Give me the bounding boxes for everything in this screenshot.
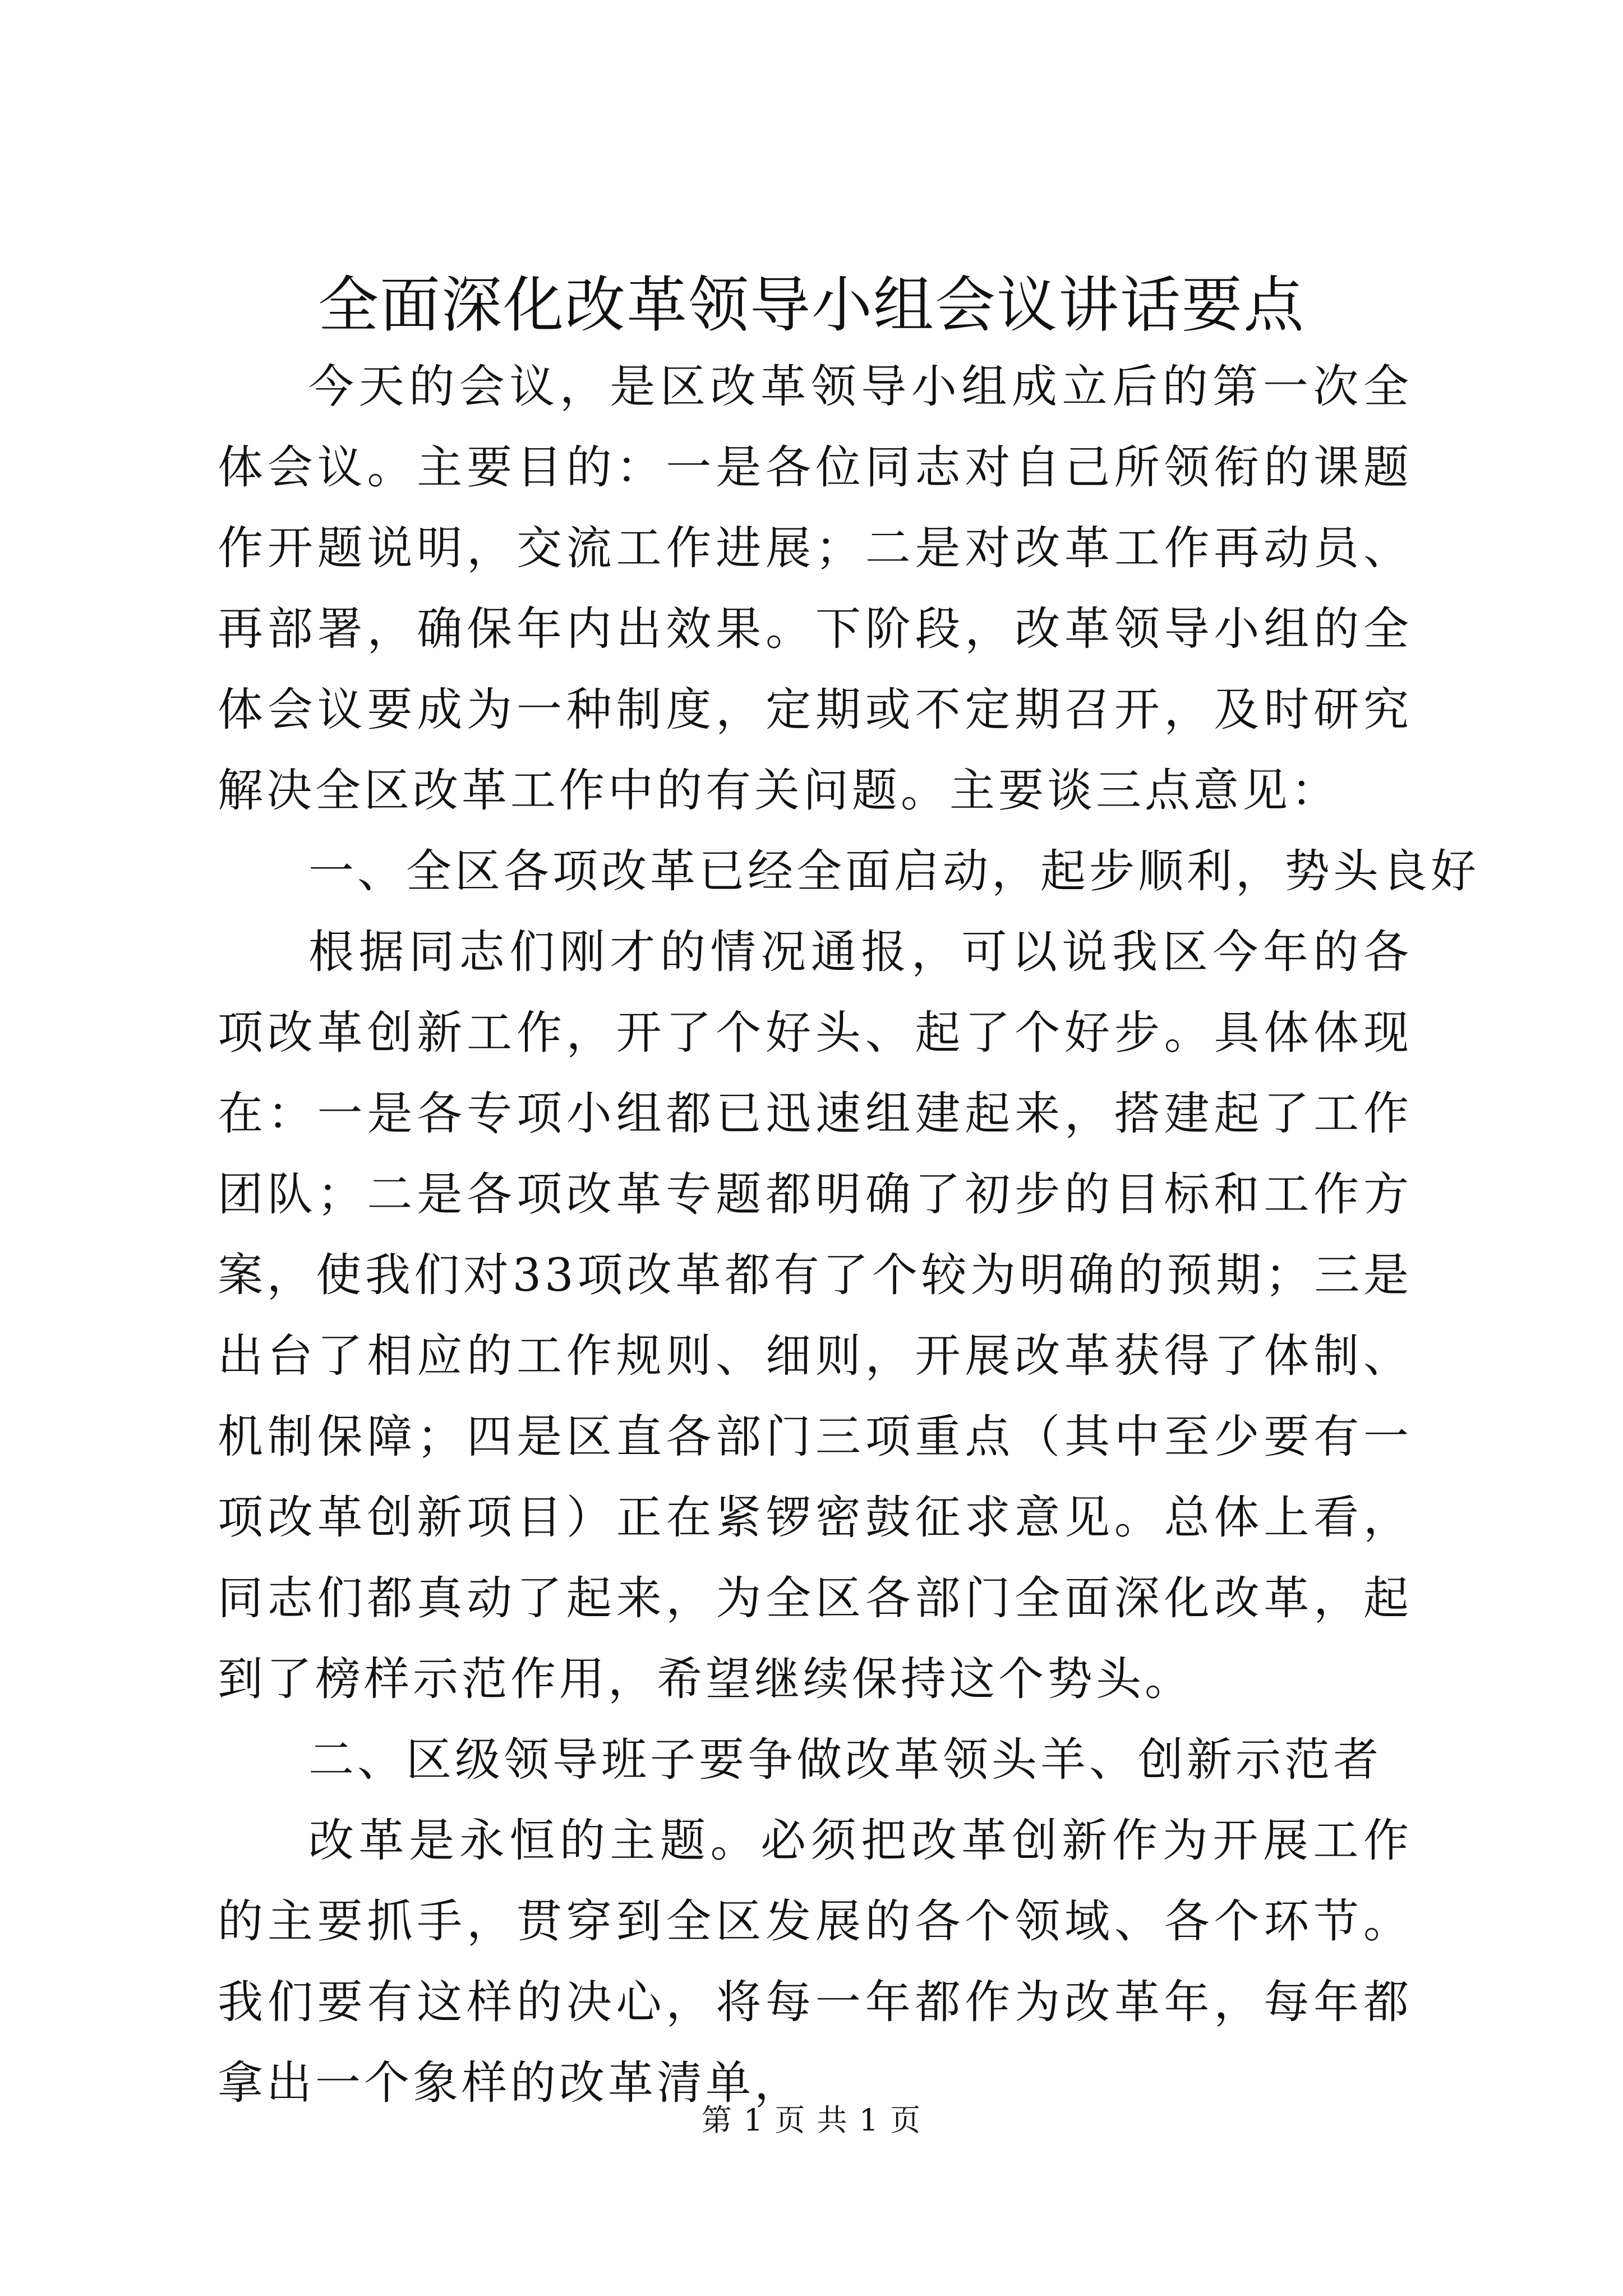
section-heading-2: 二、区级领导班子要争做改革领头羊、创新示范者 bbox=[308, 1734, 1382, 1787]
document-title: 全面深化改革领导小组会议讲话要点 bbox=[317, 270, 1305, 341]
paragraph-section-1: 根据同志们刚才的情况通报，可以说我区今年的各项改革创新工作，开了个好头、起了个好步。具体体现在：一是各专项小组都已迅速组建起来，搭建起了工作团队；二是各项改革专题都明确了初步的目标和工作方案，使我们对33项改革都有了个较为明确的预期；三是出台了相应的工作规则、细则，开展改革获得了体制、机制保障；四是区直各部门三项重点（其中至少要有一项改革创新项目）正在紧锣密鼓征求意见。总体上看，同志们都真动了起来，为全区各部门全面深化改革，起到了榜样示范作用，希望继续保持这个势头。 bbox=[218, 926, 1412, 1706]
paragraph-intro: 今天的会议，是区改革领导小组成立后的第一次全体会议。主要目的：一是各位同志对自己所领衔的课题作开题说明，交流工作进展；二是对改革工作再动员、再部署，确保年内出效果。下阶段，改革领导小组的全体会议要成为一种制度，定期或不定期召开，及时研究解决全区改革工作中的有关问题。主要谈三点意见： bbox=[218, 361, 1412, 817]
paragraph-section-2: 改革是永恒的主题。必须把改革创新作为开展工作的主要抓手，贯穿到全区发展的各个领域、各个环节。我们要有这样的决心，将每一年都作为改革年，每年都拿出一个象样的改革清单， bbox=[218, 1815, 1412, 2110]
page-number-footer: 第 1 页 共 1 页 bbox=[701, 2102, 922, 2138]
section-heading-1: 一、全区各项改革已经全面启动，起步顺利，势头良好 bbox=[308, 845, 1480, 898]
document-body bbox=[218, 347, 1480, 2124]
